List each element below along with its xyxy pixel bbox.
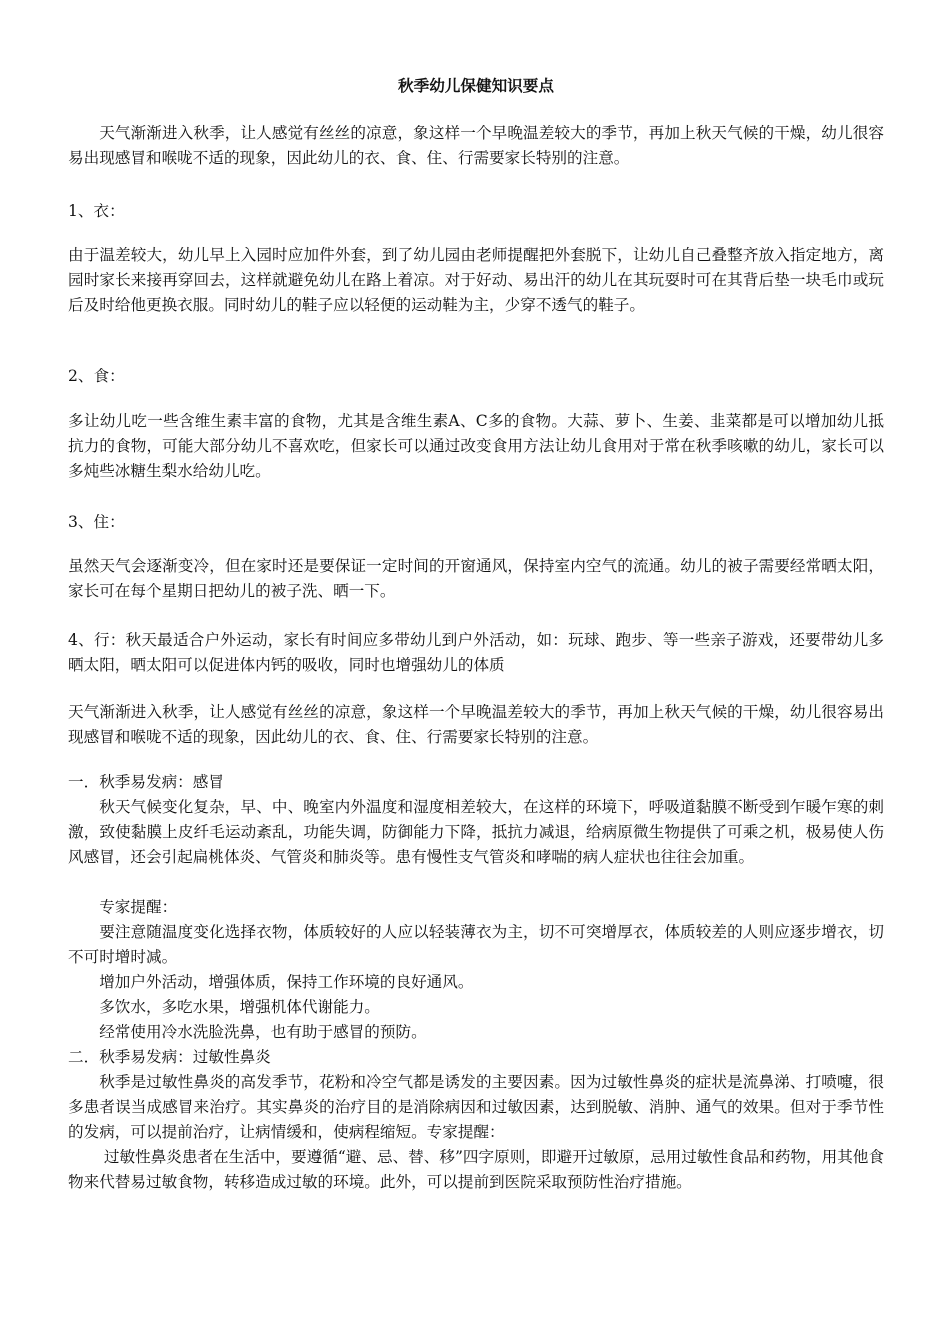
disease-rhinitis-heading: 二．秋季易发病：过敏性鼻炎	[68, 1048, 271, 1066]
section-travel: 4、行：秋天最适合户外运动，家长有时间应多带幼儿到户外活动，如：玩球、跑步、等一些亲子游戏，还要带幼儿多晒太阳，晒太阳可以促进体内钙的吸收，同时也增强幼儿的体质	[68, 631, 884, 674]
disease-cold-body: 秋天气候变化复杂，早、中、晚室内外温度和湿度相差较大，在这样的环境下，呼吸道黏膜不断受到乍暖乍寒的刺激，致使黏膜上皮纤毛运动紊乱，功能失调，防御能力下降，抵抗力减退，给病原微生物提供了可乘之机，极易使人伤风感冒，还会引起扁桃体炎、气管炎和肺炎等。患有慢性支气管炎和哮喘的病人症状也往往会加重。	[68, 798, 884, 866]
intro-repeat-paragraph: 天气渐渐进入秋季，让人感觉有丝丝的凉意，象这样一个早晚温差较大的季节，再加上秋天气候的干燥，幼儿很容易出现感冒和喉咙不适的现象，因此幼儿的衣、食、住、行需要家长特别的注意。	[68, 703, 884, 746]
cold-tip-outdoor: 增加户外活动，增强体质，保持工作环境的良好通风。	[99, 973, 474, 991]
page-title: 秋季幼儿保健知识要点	[398, 77, 554, 95]
section-body-clothing: 由于温差较大，幼儿早上入园时应加件外套，到了幼儿园由老师提醒把外套脱下，让幼儿自己叠整齐放入指定地方，离园时家长来接再穿回去，这样就避免幼儿在路上着凉。对于好动、易出汗的幼儿在其玩耍时可在其背后垫一块毛巾或玩后及时给他更换衣服。同时幼儿的鞋子应以轻便的运动鞋为主，少穿不透气的鞋子。	[68, 246, 884, 314]
disease-rhinitis-body: 秋季是过敏性鼻炎的高发季节，花粉和冷空气都是诱发的主要因素。因为过敏性鼻炎的症状是流鼻涕、打喷嚏，很多患者误当成感冒来治疗。其实鼻炎的治疗目的是消除病因和过敏因素，达到脱敏、消肿、通气的效果。但对于季节性的发病，可以提前治疗，让病情缓和，使病程缩短。专家提醒：	[68, 1073, 884, 1141]
cold-tip-wash: 经常使用冷水洗脸洗鼻，也有助于感冒的预防。	[99, 1023, 427, 1041]
disease-cold-heading: 一．秋季易发病：感冒	[68, 773, 224, 791]
expert-reminder-label: 专家提醒：	[99, 898, 178, 916]
section-heading-food: 2、食：	[68, 367, 125, 385]
section-body-housing: 虽然天气会逐渐变冷，但在家时还是要保证一定时间的开窗通风，保持室内空气的流通。幼儿的被子需要经常晒太阳，家长可在每个星期日把幼儿的被子洗、晒一下。	[68, 557, 884, 600]
rhinitis-tip: 过敏性鼻炎患者在生活中，要遵循“避、忌、替、移”四字原则，即避开过敏原，忌用过敏性食品和药物，用其他食物来代替易过敏食物，转移造成过敏的环境。此外，可以提前到医院采取预防性治疗措施。	[68, 1148, 884, 1191]
cold-tip-clothing: 要注意随温度变化选择衣物，体质较好的人应以轻装薄衣为主，切不可突增厚衣，体质较差的人则应逐步增衣，切不可时增时减。	[68, 923, 884, 966]
section-heading-clothing: 1、衣：	[68, 202, 125, 220]
intro-paragraph: 天气渐渐进入秋季，让人感觉有丝丝的凉意，象这样一个早晚温差较大的季节，再加上秋天气候的干燥，幼儿很容易出现感冒和喉咙不适的现象，因此幼儿的衣、食、住、行需要家长特别的注意。	[68, 124, 884, 167]
section-body-food: 多让幼儿吃一些含维生素丰富的食物，尤其是含维生素A、C多的食物。大蒜、萝卜、生姜、韭菜都是可以增加幼儿抵抗力的食物，可能大部分幼儿不喜欢吃，但家长可以通过改变食用方法让幼儿食用对于常在秋季咳嗽的幼儿，家长可以多炖些冰糖生梨水给幼儿吃。	[68, 412, 884, 480]
cold-tip-water: 多饮水，多吃水果，增强机体代谢能力。	[99, 998, 380, 1016]
section-heading-housing: 3、住：	[68, 513, 125, 531]
